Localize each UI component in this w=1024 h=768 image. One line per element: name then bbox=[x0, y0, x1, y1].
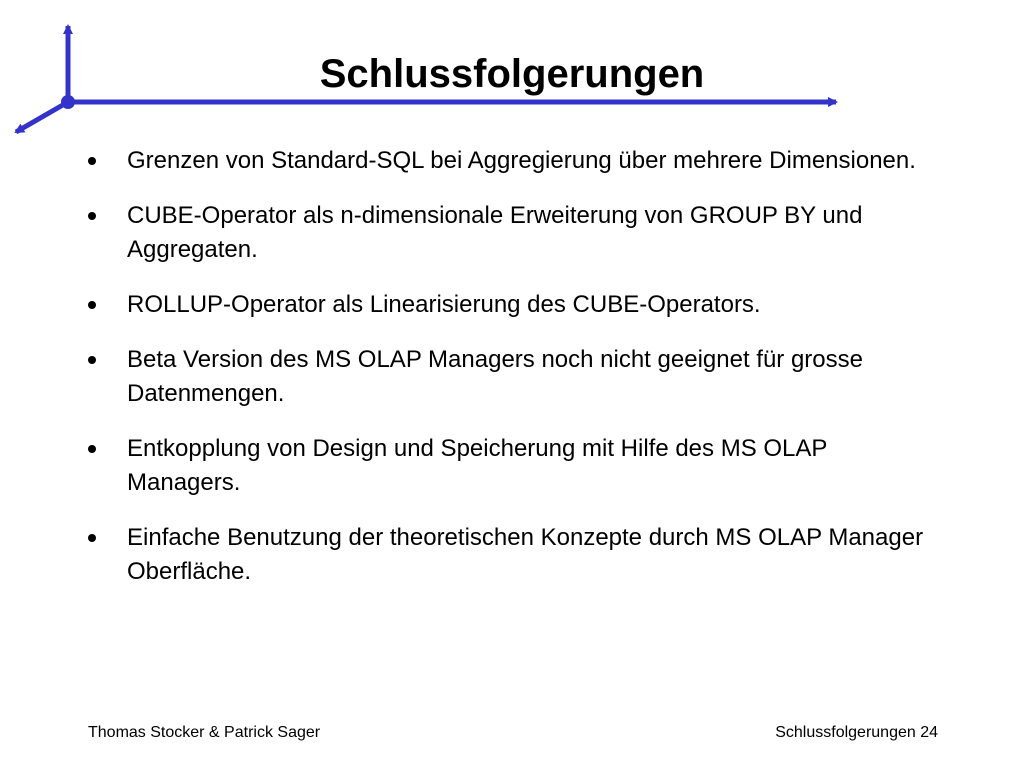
bullet-dot-icon bbox=[88, 534, 96, 542]
bullet-item bbox=[84, 432, 924, 500]
footer-section-page: Schlussfolgerungen 24 bbox=[775, 724, 938, 741]
bullet-dot-icon bbox=[88, 356, 96, 364]
bullet-text: Beta Version des MS OLAP Managers noch nicht geeignet für grosse Datenmengen. bbox=[127, 346, 863, 407]
bullet-item bbox=[84, 199, 924, 267]
bullet-dot-icon bbox=[88, 157, 96, 165]
footer-authors: Thomas Stocker & Patrick Sager bbox=[88, 724, 321, 741]
bullet-text: ROLLUP-Operator als Linearisierung des CUBE-Operators. bbox=[127, 291, 761, 318]
bullet-item bbox=[84, 343, 924, 411]
bullet-dot-icon bbox=[88, 445, 96, 453]
bullet-item bbox=[84, 288, 924, 322]
bullet-dot-icon bbox=[88, 212, 96, 220]
bullet-dot-icon bbox=[88, 301, 96, 309]
bullet-text: Grenzen von Standard-SQL bei Aggregierung über mehrere Dimensionen. bbox=[127, 147, 916, 174]
bullet-text: Entkopplung von Design und Speicherung mit Hilfe des MS OLAP Managers. bbox=[127, 435, 827, 496]
slide-title: Schlussfolgerungen bbox=[319, 52, 705, 96]
bullet-item bbox=[84, 521, 924, 589]
bullet-text: Einfache Benutzung der theoretischen Konzepte durch MS OLAP Manager Oberfläche. bbox=[127, 524, 924, 585]
bullet-text: CUBE-Operator als n-dimensionale Erweiterung von GROUP BY und Aggregaten. bbox=[127, 202, 863, 263]
axis-diagonal bbox=[16, 102, 68, 132]
bullet-list bbox=[84, 144, 924, 610]
bullet-item bbox=[84, 144, 924, 178]
